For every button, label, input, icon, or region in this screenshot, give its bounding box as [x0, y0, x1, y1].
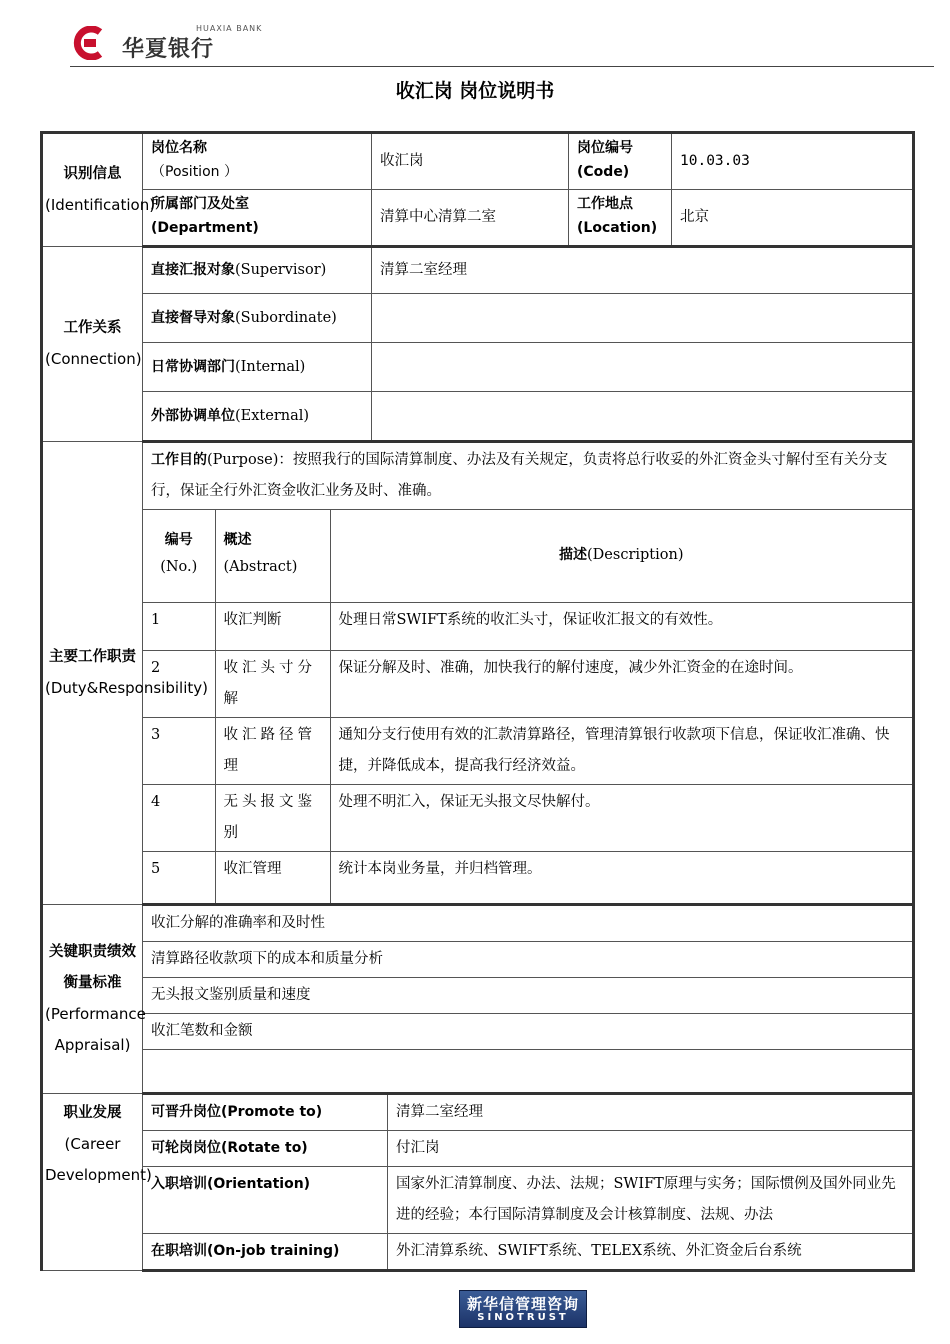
duty-description: 通知分支行使用有效的汇款清算路径，管理清算银行收款项下信息，保证收汇准确、快捷，并降低成本，提高我行经济效益。 — [330, 717, 912, 784]
duty-row — [143, 650, 912, 717]
connection-row-label: 直接督导对象(Subordinate) — [143, 294, 372, 343]
duty-no: 5 — [143, 851, 215, 903]
duty-no: 2 — [143, 650, 215, 717]
duty-abstract: 无头报文鉴别 — [215, 784, 330, 851]
duty-description: 处理日常SWIFT系统的收汇头寸，保证收汇报文的有效性。 — [330, 602, 912, 650]
job-description-table — [40, 131, 915, 1272]
duty-row — [143, 784, 912, 851]
performance-item — [143, 1050, 914, 1094]
duty-description: 处理不明汇入，保证无头报文尽快解付。 — [330, 784, 912, 851]
duty-header-row — [143, 510, 912, 602]
department-value: 清算中心清算二室 — [372, 190, 569, 247]
duty-no: 1 — [143, 602, 215, 650]
sinotrust-logo — [459, 1290, 587, 1328]
connection-row-label: 日常协调部门(Internal) — [143, 343, 372, 392]
description-header: 描述(Description) — [330, 510, 912, 602]
abstract-header: 概述 (Abstract) — [215, 510, 330, 602]
connection-row-value: 清算二室经理 — [372, 247, 914, 294]
huaxia-bank-logo-icon — [70, 26, 110, 60]
duty-abstract: 收汇头寸分解 — [215, 650, 330, 717]
duty-no: 4 — [143, 784, 215, 851]
bank-name-cn: 华夏银行 — [122, 37, 215, 62]
duty-description: 保证分解及时、准确，加快我行的解付速度，减少外汇资金的在途时间。 — [330, 650, 912, 717]
career-row-label: 入职培训(Orientation) — [143, 1167, 388, 1234]
connection-row-label: 外部协调单位(External) — [143, 392, 372, 442]
duty-section-label: 主要工作职责 (Duty&Responsibility) — [42, 442, 143, 905]
duty-no: 3 — [143, 717, 215, 784]
performance-item: 收汇分解的准确率和及时性 — [143, 905, 914, 942]
duty-abstract: 收汇管理 — [215, 851, 330, 903]
work-purpose: 工作目的(Purpose)：按照我行的国际清算制度、办法及有关规定，负责将总行收妥的外汇资金头寸解付至有关分支行，保证全行外汇资金收汇业务及时、准确。 — [143, 442, 914, 510]
career-row-value: 外汇清算系统、SWIFT系统、TELEX系统、外汇资金后台系统 — [388, 1234, 914, 1271]
career-row-label: 可晋升岗位(Promote to) — [143, 1094, 388, 1131]
performance-section-label: 关键职责绩效衡量标准 (Performance Appraisal) — [42, 905, 143, 1094]
duty-items-cell — [143, 510, 914, 905]
career-row-value: 付汇岗 — [388, 1131, 914, 1167]
career-section-label: 职业发展 (Career Development) — [42, 1094, 143, 1271]
career-row-label: 可轮岗岗位(Rotate to) — [143, 1131, 388, 1167]
document-title: 收汇岗 岗位说明书 — [395, 80, 555, 102]
career-row-value: 国家外汇清算制度、办法、法规；SWIFT原理与实务；国际惯例及国外同业先进的经验；本行国际清算制度及会计核算制度、法规、办法 — [388, 1167, 914, 1234]
career-row-value: 清算二室经理 — [388, 1094, 914, 1131]
sinotrust-name-cn: 新华信管理咨询 — [466, 1295, 579, 1313]
connection-row-label: 直接汇报对象(Supervisor) — [143, 247, 372, 294]
location-value: 北京 — [672, 190, 914, 247]
connection-section-label: 工作关系 (Connection) — [42, 247, 143, 442]
performance-item: 无头报文鉴别质量和速度 — [143, 978, 914, 1014]
code-label-cell: 岗位编号 (Code) — [569, 133, 672, 190]
connection-row-value — [372, 392, 914, 442]
career-row-label: 在职培训(On-job training) — [143, 1234, 388, 1271]
connection-row-value — [372, 343, 914, 392]
no-header: 编号 (No.) — [143, 510, 215, 602]
sinotrust-name-en: SINOTRUST — [477, 1312, 569, 1323]
code-value: 10.03.03 — [672, 133, 914, 190]
position-label-cell: 岗位名称 （Position ） — [143, 133, 372, 190]
location-label-cell: 工作地点 (Location) — [569, 190, 672, 247]
duty-row — [143, 717, 912, 784]
duty-items-table — [143, 510, 912, 903]
duty-abstract: 收汇判断 — [215, 602, 330, 650]
position-value: 收汇岗 — [372, 133, 569, 190]
performance-item: 清算路径收款项下的成本和质量分析 — [143, 942, 914, 978]
identification-section-label: 识别信息 (Identification) — [42, 133, 143, 247]
performance-item: 收汇笔数和金额 — [143, 1014, 914, 1050]
duty-abstract: 收汇路径管理 — [215, 717, 330, 784]
page-header — [70, 22, 934, 67]
bank-name-en: HUAXIA BANK — [196, 24, 263, 33]
connection-row-value — [372, 294, 914, 343]
department-label-cell: 所属部门及处室 (Department) — [143, 190, 372, 247]
duty-row — [143, 851, 912, 903]
duty-description: 统计本岗业务量，并归档管理。 — [330, 851, 912, 903]
duty-row — [143, 602, 912, 650]
